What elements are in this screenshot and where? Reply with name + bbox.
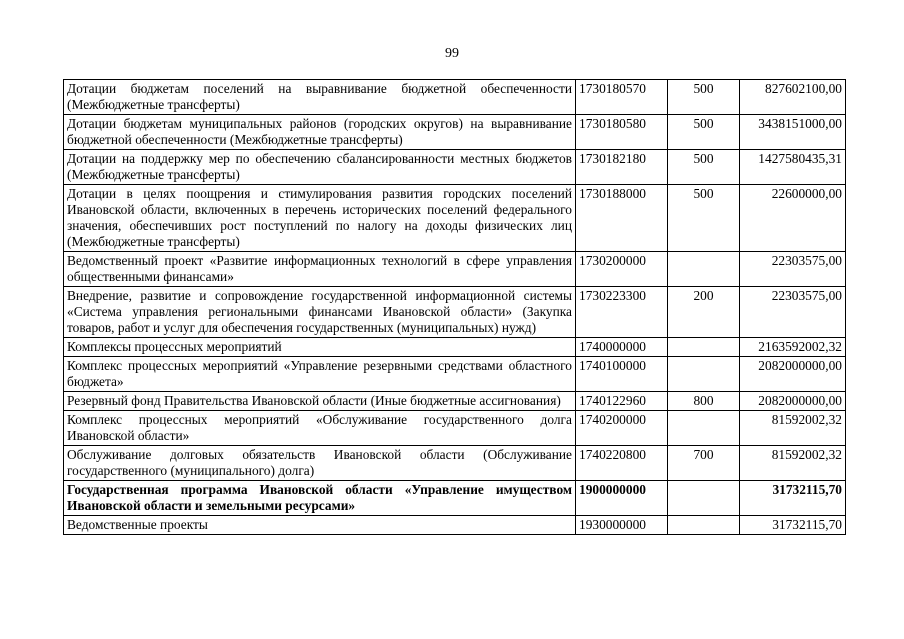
item-name: Дотации бюджетам поселений на выравнивание бюджетной обеспеченности (Межбюджетные трансферты) xyxy=(64,80,576,115)
table-row xyxy=(64,338,846,357)
target-code: 1740122960 xyxy=(576,392,668,411)
expense-type: 500 xyxy=(668,150,740,185)
table-row xyxy=(64,185,846,252)
expense-type: 500 xyxy=(668,80,740,115)
amount: 3438151000,00 xyxy=(740,115,846,150)
item-name: Ведомственный проект «Развитие информационных технологий в сфере управления общественными финансами» xyxy=(64,252,576,287)
table-row xyxy=(64,287,846,338)
amount: 827602100,00 xyxy=(740,80,846,115)
amount: 22303575,00 xyxy=(740,252,846,287)
table-row xyxy=(64,252,846,287)
expense-type xyxy=(668,411,740,446)
target-code: 1730200000 xyxy=(576,252,668,287)
expense-type: 200 xyxy=(668,287,740,338)
expense-type: 700 xyxy=(668,446,740,481)
expense-type: 500 xyxy=(668,185,740,252)
expense-type xyxy=(668,338,740,357)
item-name: Ведомственные проекты xyxy=(64,516,576,535)
budget-table-body xyxy=(64,80,846,535)
target-code: 1730182180 xyxy=(576,150,668,185)
table-row xyxy=(64,481,846,516)
target-code: 1740220800 xyxy=(576,446,668,481)
target-code: 1900000000 xyxy=(576,481,668,516)
budget-table xyxy=(63,79,846,535)
target-code: 1930000000 xyxy=(576,516,668,535)
target-code: 1730188000 xyxy=(576,185,668,252)
target-code: 1730180570 xyxy=(576,80,668,115)
target-code: 1740200000 xyxy=(576,411,668,446)
amount: 31732115,70 xyxy=(740,516,846,535)
amount: 1427580435,31 xyxy=(740,150,846,185)
item-name: Дотации на поддержку мер по обеспечению сбалансированности местных бюджетов (Межбюджетные трансферты) xyxy=(64,150,576,185)
target-code: 1740000000 xyxy=(576,338,668,357)
table-row xyxy=(64,446,846,481)
item-name: Государственная программа Ивановской области «Управление имуществом Ивановской области и земельными ресурсами» xyxy=(64,481,576,516)
expense-type: 500 xyxy=(668,115,740,150)
item-name: Комплексы процессных мероприятий xyxy=(64,338,576,357)
target-code: 1730180580 xyxy=(576,115,668,150)
target-code: 1740100000 xyxy=(576,357,668,392)
expense-type xyxy=(668,481,740,516)
amount: 81592002,32 xyxy=(740,411,846,446)
amount: 31732115,70 xyxy=(740,481,846,516)
item-name: Резервный фонд Правительства Ивановской области (Иные бюджетные ассигнования) xyxy=(64,392,576,411)
amount: 2082000000,00 xyxy=(740,357,846,392)
table-row xyxy=(64,516,846,535)
item-name: Комплекс процессных мероприятий «Управление резервными средствами областного бюджета» xyxy=(64,357,576,392)
item-name: Дотации бюджетам муниципальных районов (городских округов) на выравнивание бюджетной обеспеченности (Межбюджетные трансферты) xyxy=(64,115,576,150)
amount: 2163592002,32 xyxy=(740,338,846,357)
amount: 81592002,32 xyxy=(740,446,846,481)
expense-type xyxy=(668,516,740,535)
item-name: Внедрение, развитие и сопровождение государственной информационной системы «Система управления региональными финансами Ивановской области» (Закупка товаров, работ и услуг для обеспечения государственных (муниципальных) нужд) xyxy=(64,287,576,338)
page-number: 99 xyxy=(445,46,459,61)
table-row xyxy=(64,392,846,411)
item-name: Комплекс процессных мероприятий «Обслуживание государственного долга Ивановской области» xyxy=(64,411,576,446)
amount: 22303575,00 xyxy=(740,287,846,338)
expense-type xyxy=(668,252,740,287)
table-row xyxy=(64,411,846,446)
table-row xyxy=(64,357,846,392)
table-row xyxy=(64,80,846,115)
item-name: Обслуживание долговых обязательств Ивановской области (Обслуживание государственного (муниципального) долга) xyxy=(64,446,576,481)
table-row xyxy=(64,150,846,185)
item-name: Дотации в целях поощрения и стимулирования развития городских поселений Ивановской области, включенных в перечень исторических поселений федерального значения, обеспечивших рост поступлений по налогу на доходы физических лиц (Межбюджетные трансферты) xyxy=(64,185,576,252)
table-row xyxy=(64,115,846,150)
expense-type xyxy=(668,357,740,392)
target-code: 1730223300 xyxy=(576,287,668,338)
expense-type: 800 xyxy=(668,392,740,411)
amount: 2082000000,00 xyxy=(740,392,846,411)
amount: 22600000,00 xyxy=(740,185,846,252)
